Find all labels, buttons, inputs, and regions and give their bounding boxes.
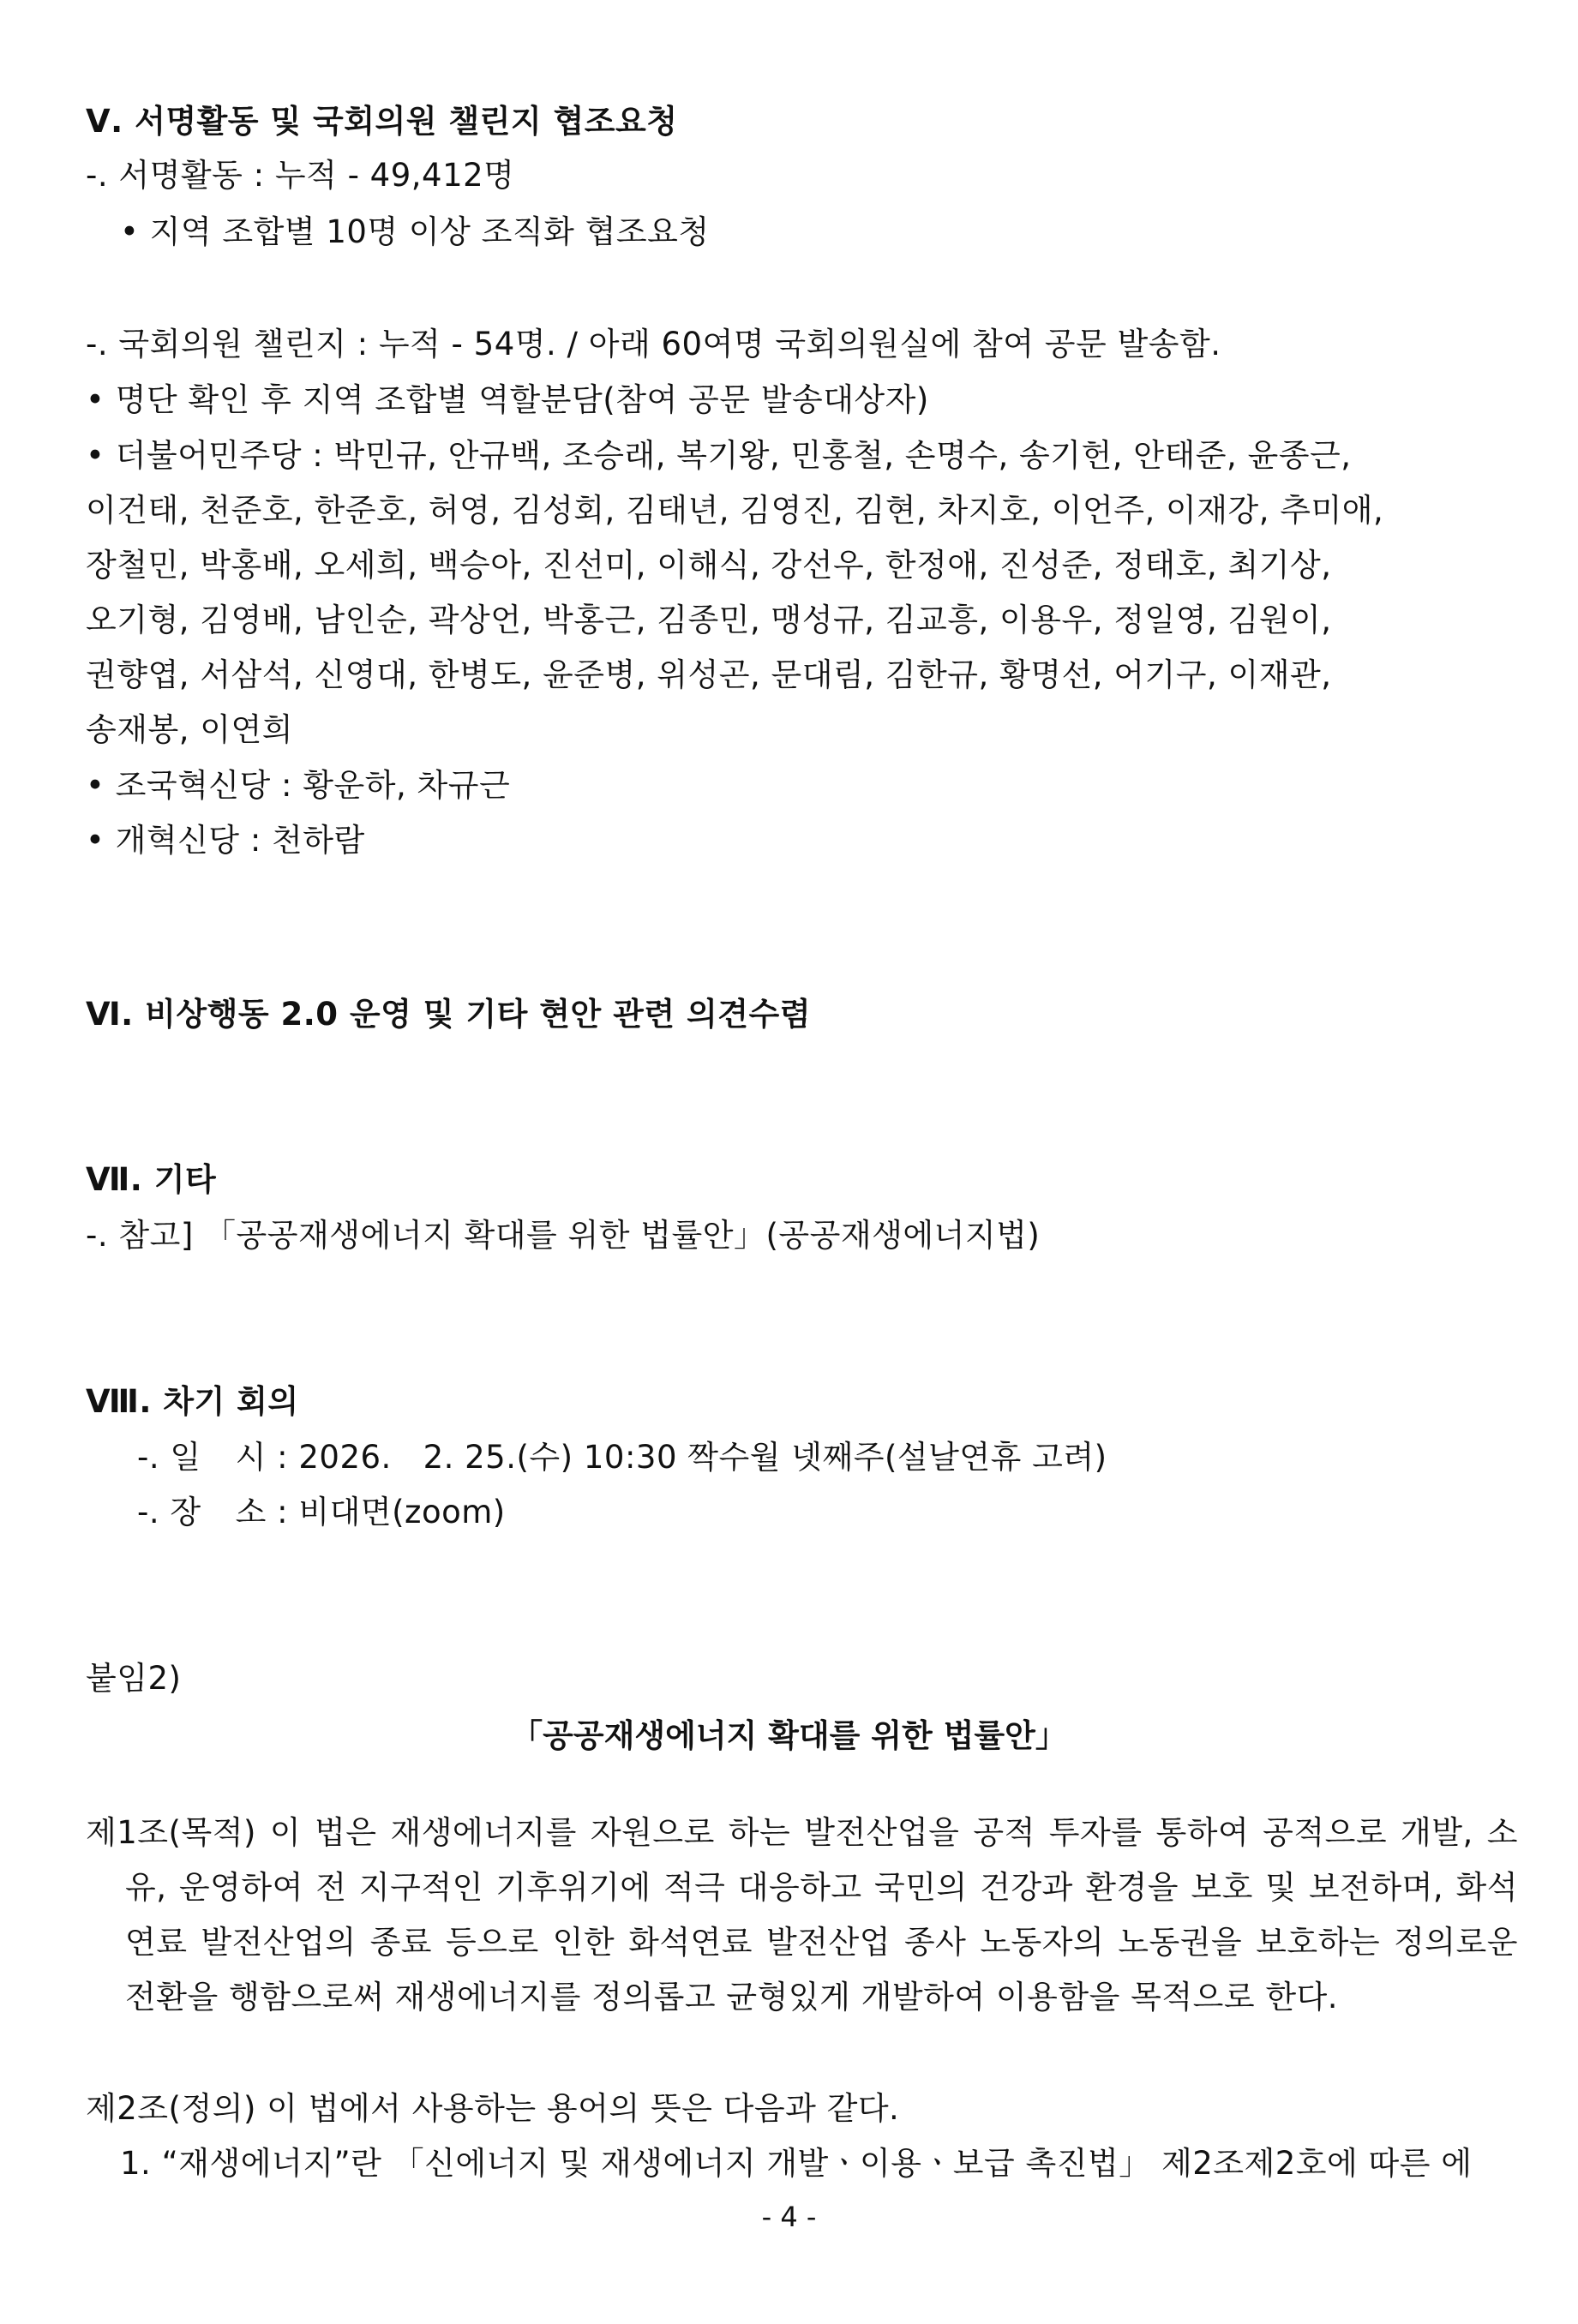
rebuilding-korea-party-line: • 조국혁신당 : 황운하, 차규근 (86, 767, 511, 804)
date-value: 2026. 2. 25.(수) 10:30 짝수월 넷째주(설날연휴 고려) (298, 1439, 1107, 1476)
date-label: -. 일 (137, 1439, 201, 1476)
section-8-heading: Ⅷ. 차기 회의 (86, 1383, 299, 1420)
democratic-party-line: 이건태, 천준호, 한준호, 허영, 김성회, 김태년, 김영진, 김현, 차지호, 이언주, 이재강, 추미애, (86, 492, 1384, 529)
signature-bullet: • 지역 조합별 10명 이상 조직화 협조요청 (120, 213, 710, 250)
page-number: - 4 - (761, 2201, 817, 2233)
section-7-heading: Ⅶ. 기타 (86, 1161, 217, 1198)
section-6-heading: Ⅵ. 비상행동 2.0 운영 및 기타 현안 관련 의견수렴 (86, 996, 811, 1033)
democratic-party-line: 송재봉, 이연희 (86, 711, 293, 748)
roster-note: • 명단 확인 후 지역 조합별 역할분담(참여 공문 발송대상자) (86, 381, 929, 418)
democratic-party-line: 오기형, 김영배, 남인순, 곽상언, 박홍근, 김종민, 맹성규, 김교흥, 이용우, 정일영, 김원이, (86, 602, 1332, 638)
date-label-suffix: 시 : (235, 1439, 289, 1476)
place-label: -. 장 (137, 1494, 201, 1530)
reform-party-line: • 개혁신당 : 천하람 (86, 822, 365, 859)
place-label-suffix: 소 : (235, 1494, 289, 1530)
reference-note: -. 참고] 「공공재생에너지 확대를 위한 법률안」(공공재생에너지법) (86, 1217, 1041, 1254)
section-5-heading: Ⅴ. 서명활동 및 국회의원 챌린지 협조요청 (86, 103, 678, 140)
signature-count: -. 서명활동 : 누적 - 49,412명 (86, 157, 515, 194)
democratic-party-line: • 더불어민주당 : 박민규, 안규백, 조승래, 복기왕, 민홍철, 손명수, 송기헌, 안태준, 윤종근, (86, 437, 1352, 474)
attachment-label: 붙임2) (86, 1660, 182, 1697)
place-value: 비대면(zoom) (298, 1494, 506, 1530)
article-1: 제1조(목적) 이 법은 재생에너지를 자원으로 하는 발전산업을 공적 투자를 통하여 공적으로 개발, 소유, 운영하여 전 지구적인 기후위기에 적극 대응하고 국민의 건강과 환경을 보호 및 보전하며, 화석연료 발전산업의 종료 등으로 인한 화석연료 발전산업 종사 노동자의 노동권을 보호하는 정의로운 전환을 행함으로써 재생에너지를 정의롭고 균형있게 개발하여 이용함을 목적으로 한다. (86, 1814, 1518, 2016)
democratic-party-line: 장철민, 박홍배, 오세희, 백승아, 진선미, 이해식, 강선우, 한정애, 진성준, 정태호, 최기상, (86, 547, 1332, 584)
article-2-item-1: 1. “재생에너지”란 「신에너지 및 재생에너지 개발ㆍ이용ㆍ보급 촉진법」 제2조제2호에 따른 에 (120, 2145, 1473, 2182)
article-2: 제2조(정의) 이 법에서 사용하는 용어의 뜻은 다음과 같다. (86, 2090, 900, 2127)
challenge-count: -. 국회의원 챌린지 : 누적 - 54명. / 아래 60여명 국회의원실에 참여 공문 발송함. (86, 326, 1221, 362)
next-meeting-date (137, 1437, 1107, 1478)
democratic-party-line: 권향엽, 서삼석, 신영대, 한병도, 윤준병, 위성곤, 문대림, 김한규, 황명선, 어기구, 이재관, (86, 656, 1332, 693)
bill-title: 「공공재생에너지 확대를 위한 법률안」 (511, 1717, 1067, 1754)
next-meeting-place (137, 1492, 506, 1533)
